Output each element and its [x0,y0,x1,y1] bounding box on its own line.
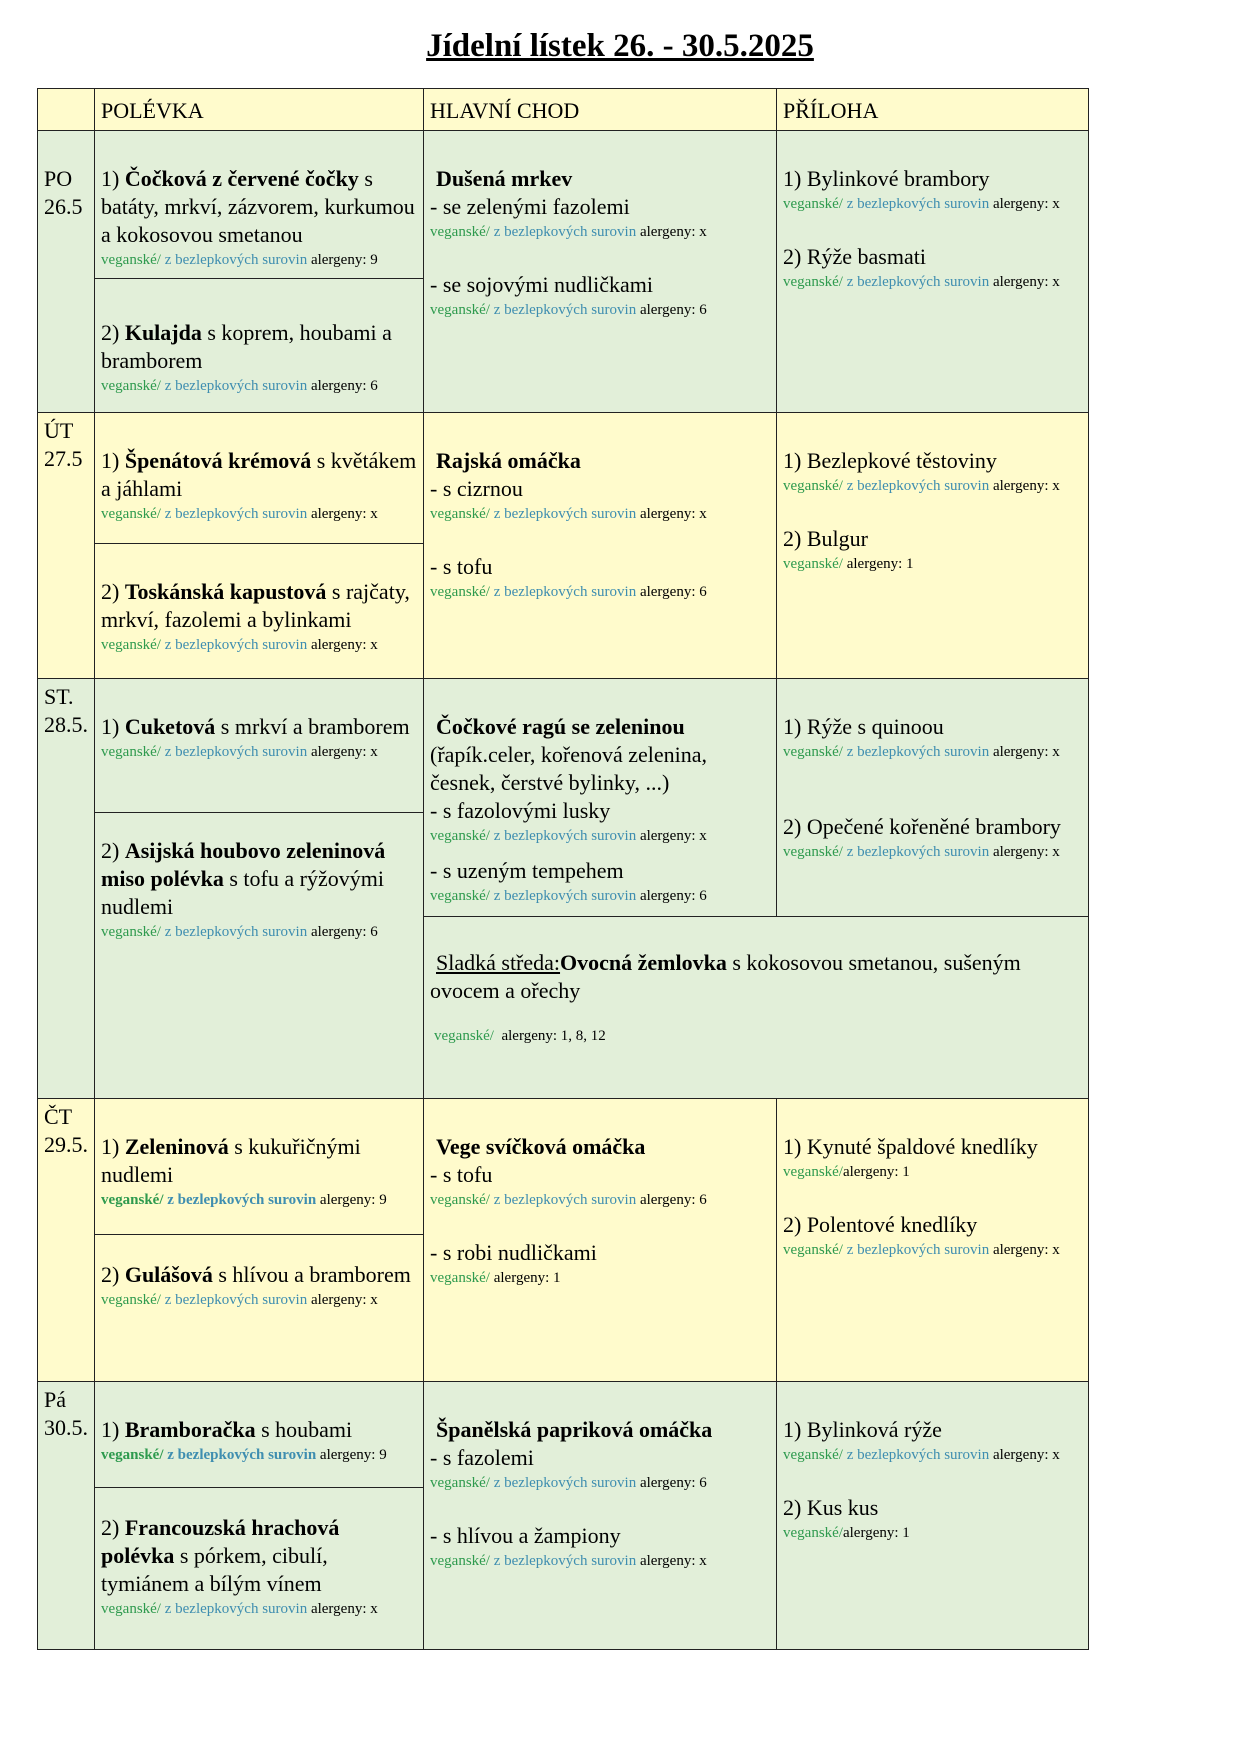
day-row-tuesday [38,413,1089,544]
main-name: Vege svíčková omáčka [436,1134,646,1159]
soup-name: Cuketová [124,714,216,739]
diet-tag: veganské/ z bezlepkových surovin alergeny: x [783,274,1060,290]
soup-name: Špenátová krémová [124,448,312,473]
diet-tag: veganské/alergeny: 1 [783,1164,910,1180]
diet-tag: veganské/ z bezlepkových surovin alergeny: 9 [101,1192,387,1208]
header-day [38,89,95,131]
diet-tag: veganské/ alergeny: 1, 8, 12 [434,1028,606,1044]
soup-name: Zeleninová [124,1134,229,1159]
soup-2: 2) Kulajda s koprem, houbami a bramborem veganské/ z bezlepkových surovin alergeny: 6 [95,279,424,413]
diet-tag: veganské/ z bezlepkových surovin alergeny: x [101,506,378,522]
soup-1: 1) Bramboračka s houbami veganské/ z bezlepkových surovin alergeny: 9 [95,1382,424,1488]
day-label [38,1099,95,1382]
soup-desc: s květákem a jáhlami [101,448,417,501]
menu-table [37,88,1089,1650]
soup-desc: s tofu a rýžovými nudlemi [101,866,384,919]
day-name: ČT [44,1104,73,1129]
soup-desc: s pórkem, cibulí, tymiánem a bílým vínem [101,1543,328,1596]
soup-desc: s mrkví a bramborem [220,714,410,739]
main-course: Vege svíčková omáčka - s tofu veganské/ z bezlepkových surovin alergeny: 6 - s robi nudličkami veganské/ alergeny: 1 [424,1099,777,1382]
soup-1: 1) Špenátová krémová s květákem a jáhlami veganské/ z bezlepkových surovin alergeny: x [95,413,424,544]
diet-tag: veganské/ z bezlepkových surovin alergeny: x [101,1601,378,1617]
diet-tag: veganské/ z bezlepkových surovin alergeny: 6 [101,378,378,394]
diet-tag: veganské/ z bezlepkových surovin alergeny: x [101,744,378,760]
soup-name: Gulášová [124,1262,213,1287]
diet-tag: veganské/ alergeny: 1 [783,556,914,572]
day-name: Pá [44,1387,66,1412]
day-name: PO [44,166,73,191]
diet-tag: veganské/ z bezlepkových surovin alergeny: x [101,1292,378,1308]
soup-name: Francouzská hrachová polévka [101,1515,340,1568]
day-label [38,413,95,679]
main-course: Španělská papriková omáčka - s fazolemi veganské/ z bezlepkových surovin alergeny: 6 - s hlívou a žampiony veganské/ z bezlepkových surovin alergeny: x [424,1382,777,1650]
soup-desc: s kukuřičnými nudlemi [101,1134,361,1187]
diet-tag: veganské/ z bezlepkových surovin alergeny: 9 [101,1447,387,1463]
soup-2: 2) Toskánská kapustová s rajčaty, mrkví, fazolemi a bylinkami veganské/ z bezlepkových surovin alergeny: x [95,544,424,679]
soup-name: Bramboračka [124,1417,256,1442]
sweet-name: Ovocná žemlovka [560,950,727,975]
diet-tag: veganské/ z bezlepkových surovin alergeny: 6 [101,924,378,940]
soup-2: 2) Gulášová s hlívou a bramborem veganské/ z bezlepkových surovin alergeny: x [95,1235,424,1382]
sweet-label: Sladká středa: [436,950,561,975]
day-label [38,1382,95,1650]
day-date: 29.5. [44,1132,88,1157]
page-title: Jídelní lístek 26. - 30.5.2025 [426,28,814,64]
main-course: Čočkové ragú se zeleninou (řapík.celer, kořenová zelenina, česnek, čerstvé bylinky, ...) - s fazolovými lusky veganské/ z bezlepkových surovin alergeny: x - s uzeným tempehem veganské/ z bezlepkových surovin alergeny: 6 [424,679,777,917]
diet-tag: veganské/ z bezlepkových surovin alergeny: x [101,637,378,653]
main-course: Dušená mrkev - se zelenými fazolemi veganské/ z bezlepkových surovin alergeny: x - se sojovými nudličkami veganské/ z bezlepkových surovin alergeny: 6 [424,131,777,413]
diet-tag: veganské/ z bezlepkových surovin alergeny: 6 [430,584,707,600]
soup-desc: s houbami [261,1417,353,1442]
day-row-thursday [38,1099,1089,1235]
day-date: 30.5. [44,1415,88,1440]
diet-tag: veganské/ alergeny: 1 [430,1270,561,1286]
diet-tag: veganské/ z bezlepkových surovin alergeny: 6 [430,302,707,318]
side-dishes: 1) Kynuté špaldové knedlíky veganské/alergeny: 1 2) Polentové knedlíky veganské/ z bezlepkových surovin alergeny: x [777,1099,1089,1382]
diet-tag: veganské/ z bezlepkových surovin alergeny: 6 [430,1475,707,1491]
main-course: Rajská omáčka - s cizrnou veganské/ z bezlepkových surovin alergeny: x - s tofu veganské/ z bezlepkových surovin alergeny: 6 [424,413,777,679]
diet-tag: veganské/alergeny: 1 [783,1525,910,1541]
soup-desc: s rajčaty, mrkví, fazolemi a bylinkami [101,579,410,632]
sweet-wednesday [424,917,1089,1099]
side-dishes: 1) Bylinková rýže veganské/ z bezlepkových surovin alergeny: x 2) Kus kus veganské/alergeny: 1 [777,1382,1089,1650]
day-date: 26.5 [44,194,83,219]
day-date: 27.5 [44,446,83,471]
diet-tag: veganské/ z bezlepkových surovin alergeny: 6 [430,1192,707,1208]
main-name: Dušená mrkev [436,166,573,191]
diet-tag: veganské/ z bezlepkových surovin alergeny: x [783,1242,1060,1258]
day-date: 28.5. [44,712,88,737]
diet-tag: veganské/ z bezlepkových surovin alergeny: x [430,828,707,844]
diet-tag: veganské/ z bezlepkových surovin alergeny: 9 [101,252,378,268]
soup-desc: s batáty, mrkví, zázvorem, kurkumou a kokosovou smetanou [101,166,415,247]
diet-tag: veganské/ z bezlepkových surovin alergeny: x [783,1447,1060,1463]
header-row [38,89,1089,131]
diet-tag: veganské/ z bezlepkových surovin alergeny: 6 [430,888,707,904]
header-main: HLAVNÍ CHOD [424,89,777,131]
soup-1: 1) Cuketová s mrkví a bramborem veganské/ z bezlepkových surovin alergeny: x [95,679,424,813]
main-name: Čočkové ragú se zeleninou [436,714,685,739]
soup-desc: s koprem, houbami a bramborem [101,320,392,373]
day-label [38,679,95,1099]
day-name: ÚT [44,418,74,443]
soup-2: 2) Asijská houbovo zeleninová miso polévka s tofu a rýžovými nudlemi veganské/ z bezlepkových surovin alergeny: 6 [95,813,424,1099]
day-row-monday [38,131,1089,279]
day-name: ST. [44,684,74,709]
header-side: PŘÍLOHA [777,89,1089,131]
diet-tag: veganské/ z bezlepkových surovin alergeny: x [430,506,707,522]
soup-name: Čočková z červené čočky [124,166,359,191]
side-dishes: 1) Bylinkové brambory veganské/ z bezlepkových surovin alergeny: x 2) Rýže basmati veganské/ z bezlepkových surovin alergeny: x [777,131,1089,413]
soup-2: 2) Francouzská hrachová polévka s pórkem, cibulí, tymiánem a bílým vínem veganské/ z bezlepkových surovin alergeny: x [95,1488,424,1650]
main-name: Rajská omáčka [436,448,581,473]
diet-tag: veganské/ z bezlepkových surovin alergeny: x [783,844,1060,860]
soup-desc: s hlívou a bramborem [218,1262,411,1287]
soup-1: 1) Čočková z červené čočky s batáty, mrkví, zázvorem, kurkumou a kokosovou smetanou veganské/ z bezlepkových surovin alergeny: 9 [95,131,424,279]
day-row-wednesday [38,679,1089,813]
soup-name: Kulajda [124,320,202,345]
soup-name: Asijská houbovo zeleninová miso polévka [101,838,386,891]
diet-tag: veganské/ z bezlepkových surovin alergeny: x [783,744,1060,760]
diet-tag: veganské/ z bezlepkových surovin alergeny: x [430,224,707,240]
soup-name: Toskánská kapustová [124,579,327,604]
diet-tag: veganské/ z bezlepkových surovin alergeny: x [430,1553,707,1569]
main-note: (řapík.celer, kořenová zelenina, česnek, čerstvé bylinky, ...) [430,742,708,795]
day-row-friday [38,1382,1089,1488]
header-soup: POLÉVKA [95,89,424,131]
diet-tag: veganské/ z bezlepkových surovin alergeny: x [783,478,1060,494]
sweet-desc: s kokosovou smetanou, sušeným ovocem a ořechy [430,950,1021,1003]
main-name: Španělská papriková omáčka [436,1417,713,1442]
diet-tag: veganské/ z bezlepkových surovin alergeny: x [783,196,1060,212]
soup-1: 1) Zeleninová s kukuřičnými nudlemi veganské/ z bezlepkových surovin alergeny: 9 [95,1099,424,1235]
side-dishes: 1) Bezlepkové těstoviny veganské/ z bezlepkových surovin alergeny: x 2) Bulgur veganské/ alergeny: 1 [777,413,1089,679]
day-label [38,131,95,413]
side-dishes: 1) Rýže s quinoou veganské/ z bezlepkových surovin alergeny: x 2) Opečené kořeněné brambory veganské/ z bezlepkových surovin alergeny: x [777,679,1089,917]
